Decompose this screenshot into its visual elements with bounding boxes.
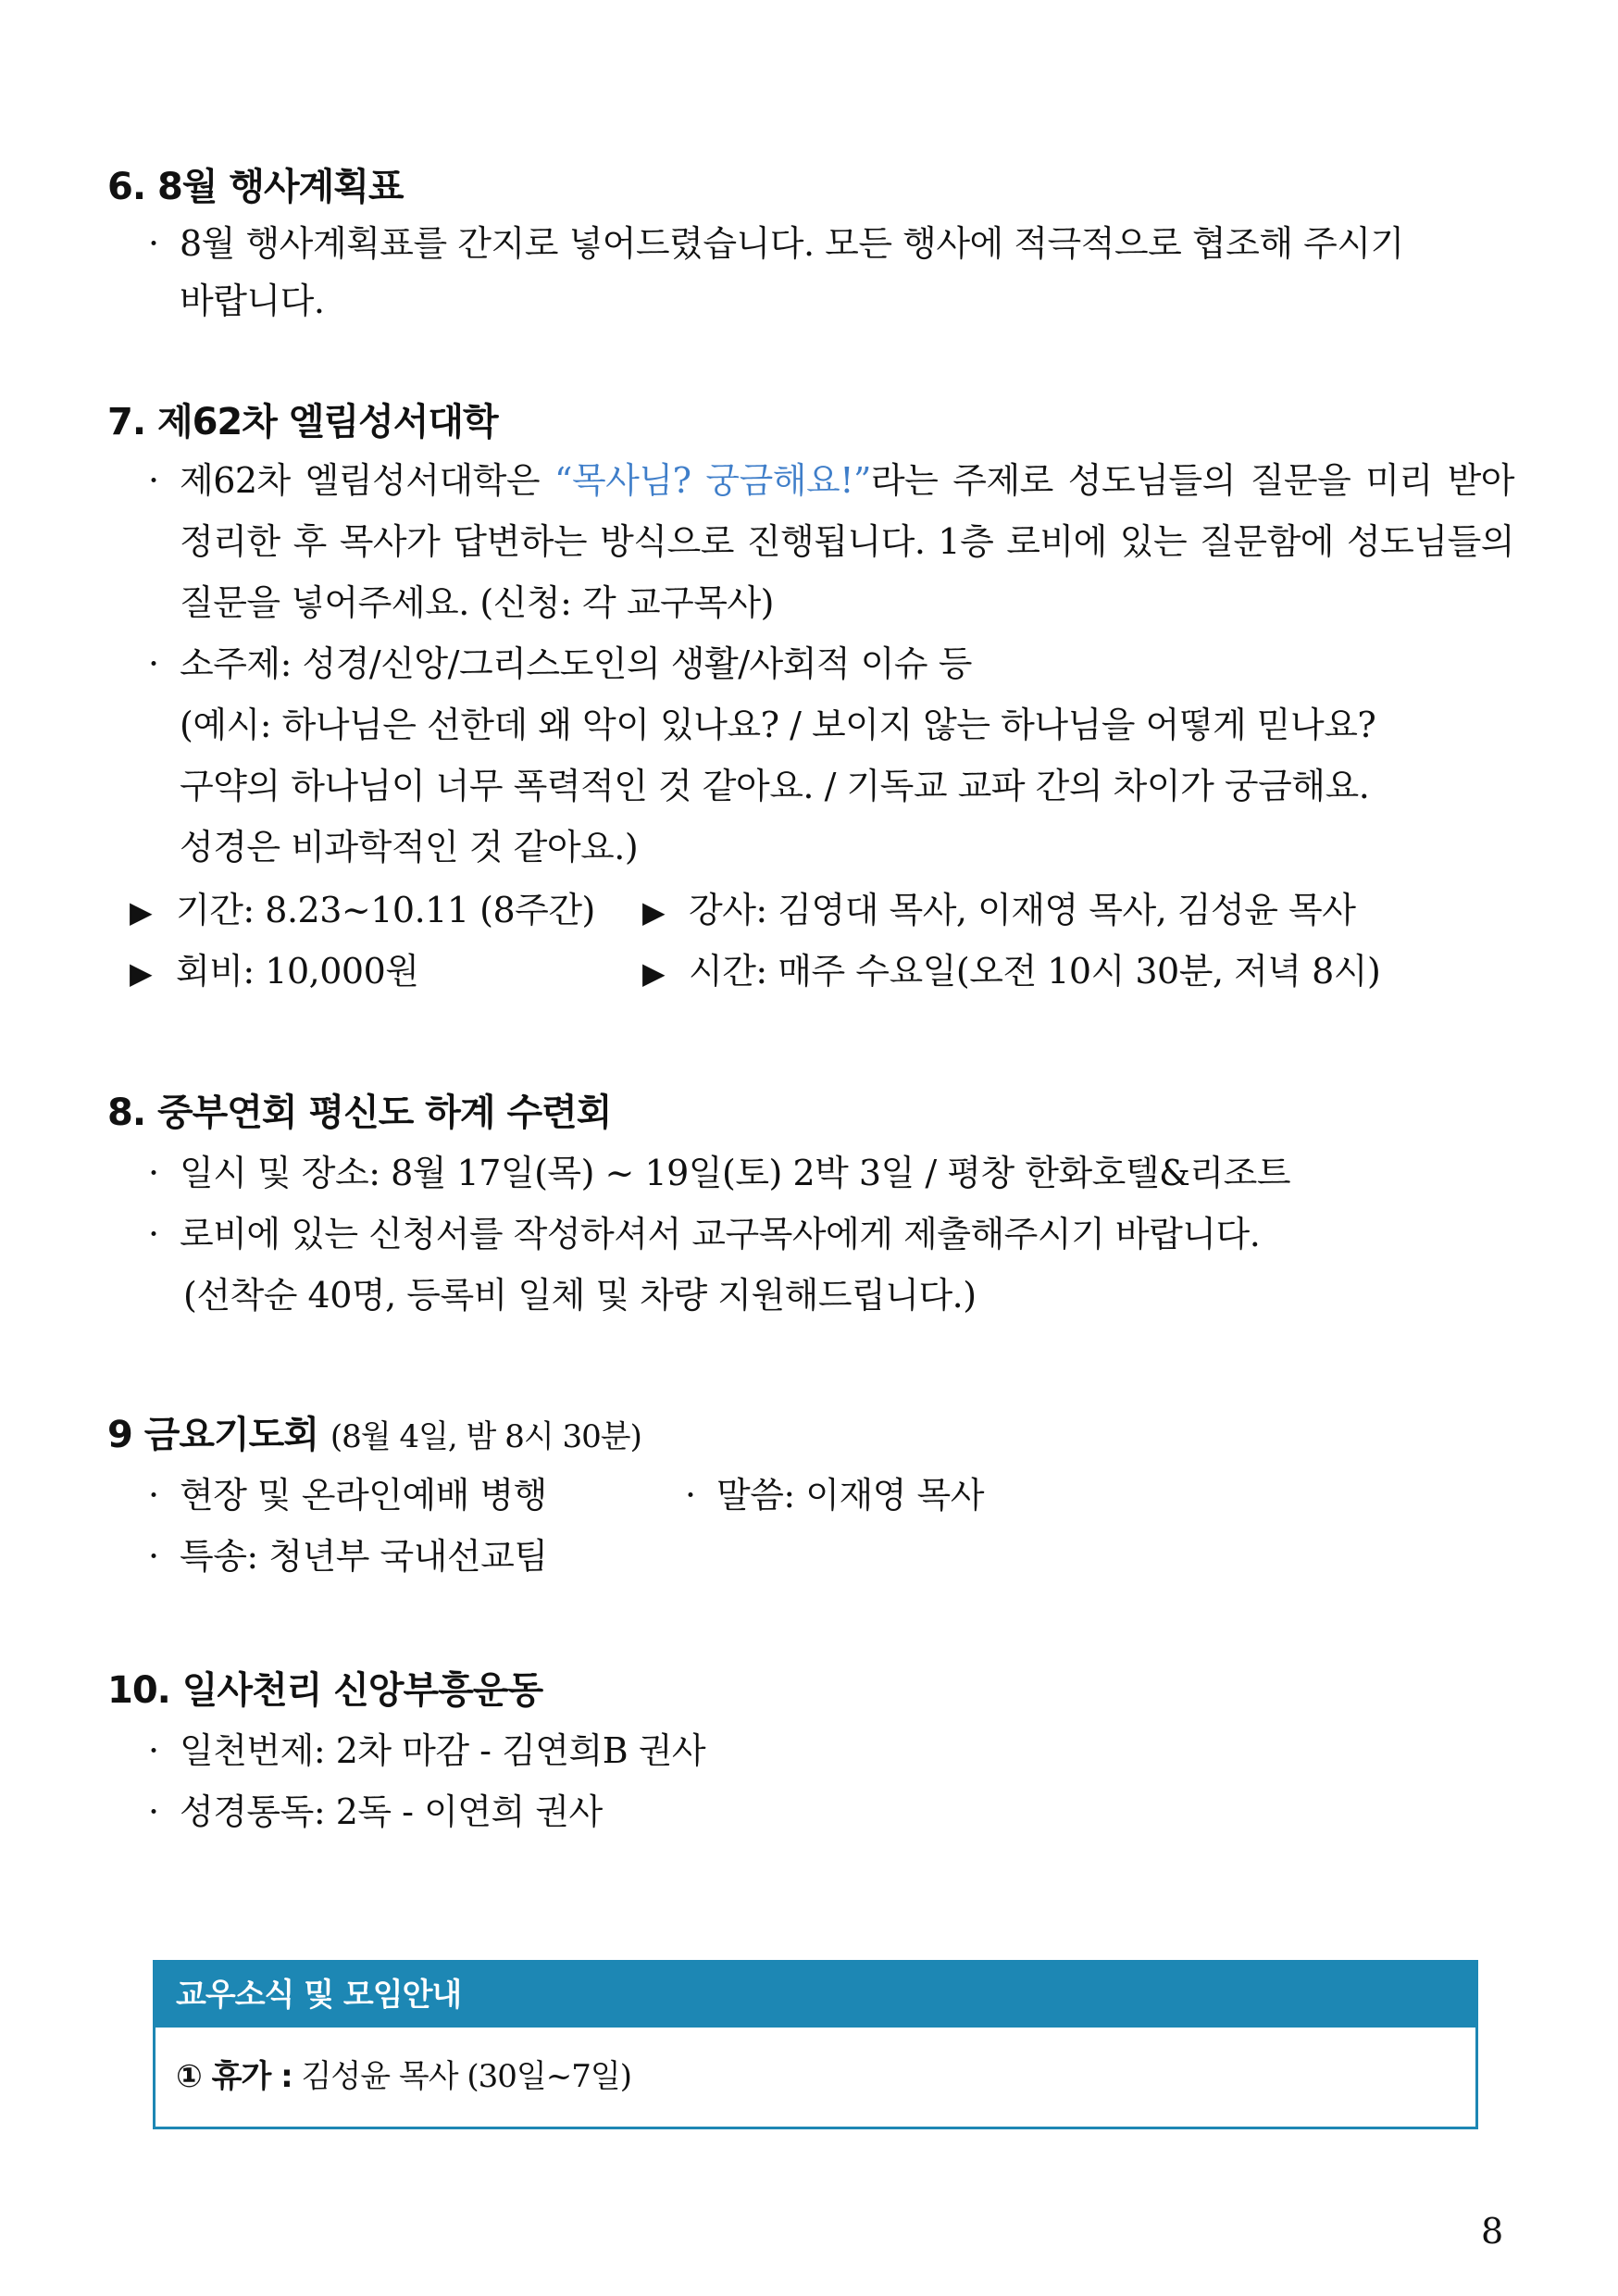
arrow-icon: ▶: [642, 894, 666, 930]
section-8-line-1: · 일시 및 장소: 8월 17일(목) ~ 19일(토) 2박 3일 / 평창 한화호텔&리조트: [148, 1153, 1291, 1193]
bullet: ·: [148, 1791, 159, 1832]
section-10-item-1: · 일천번제: 2차 마감 - 김연희B 권사: [148, 1730, 706, 1771]
section-7-title: 7. 제62차 엘림성서대학: [107, 401, 498, 443]
arrow-icon: ▶: [130, 955, 153, 991]
bullet: ·: [685, 1475, 696, 1516]
info-period: ▶ 기간: 8.23~10.11 (8주간): [130, 889, 595, 933]
section-10-item-2: · 성경통독: 2독 - 이연희 권사: [148, 1791, 603, 1832]
section-9-item-3: · 특송: 청년부 국내선교팀: [148, 1536, 548, 1577]
notice-box: [153, 1960, 1478, 2129]
notice-item-text: 김성윤 목사 (30일~7일): [292, 2058, 631, 2095]
notice-box-header: 교우소식 및 모임안내: [156, 1963, 1475, 2028]
section-9-item-2: · 말씀: 이재영 목사: [685, 1475, 984, 1516]
section-7-para-1-line-2: 정리한 후 목사가 답변하는 방식으로 진행됩니다. 1층 로비에 있는 질문함에 성도님들의: [180, 521, 1514, 562]
section-9-item-1: · 현장 및 온라인예배 병행: [148, 1475, 547, 1516]
notice-box-item: [156, 2028, 1475, 2126]
section-7-para-2-line-1: · 소주제: 성경/신앙/그리스도인의 생활/사회적 이슈 등: [148, 643, 972, 684]
section-9-subtitle: (8월 4일, 밤 8시 30분): [330, 1418, 641, 1455]
section-7-para-2-line-4: 성경은 비과학적인 것 같아요.): [180, 827, 639, 867]
section-10-title: 10. 일사천리 신앙부흥운동: [107, 1669, 543, 1712]
page-number: 8: [1481, 2211, 1504, 2252]
section-9-title: 9 금요기도회 (8월 4일, 밤 8시 30분): [107, 1414, 641, 1456]
notice-item-label: ① 휴가 :: [176, 2058, 292, 2095]
section-6-line-2: 바랍니다.: [180, 281, 325, 321]
bullet: ·: [148, 1730, 159, 1771]
info-speakers: ▶ 강사: 김영대 목사, 이재영 목사, 김성윤 목사: [642, 889, 1355, 933]
topic-highlight: “목사님? 궁금해요!”: [554, 460, 871, 501]
section-8-line-3: (선착순 40명, 등록비 일체 및 차량 지원해드립니다.): [183, 1275, 977, 1316]
section-7-para-1-line-3: 질문을 넣어주세요. (신청: 각 교구목사): [180, 582, 774, 623]
bullet: ·: [148, 223, 159, 264]
info-time: ▶ 시간: 매주 수요일(오전 10시 30분, 저녁 8시): [642, 950, 1380, 994]
bullet: ·: [148, 1214, 159, 1254]
section-7-para-2-line-3: 구약의 하나님이 너무 폭력적인 것 같아요. / 기독교 교파 간의 차이가 궁금해요.: [180, 766, 1370, 806]
section-7-para-2-line-2: (예시: 하나님은 선한데 왜 악이 있나요? / 보이지 않는 하나님을 어떻게 믿나요?: [180, 705, 1376, 745]
section-7-para-1-line-1: · 제62차 엘림성서대학은 “목사님? 궁금해요!”라는 주제로 성도님들의 질문을 미리 받아: [148, 460, 1514, 501]
section-6-title: 6. 8월 행사계획표: [107, 166, 404, 208]
bullet: ·: [148, 460, 159, 501]
info-fee: ▶ 회비: 10,000원: [130, 950, 418, 994]
bullet: ·: [148, 1536, 159, 1577]
bullet: ·: [148, 1153, 159, 1193]
arrow-icon: ▶: [642, 955, 666, 991]
bullet: ·: [148, 643, 159, 684]
section-6-line-1: · 8월 행사계획표를 간지로 넣어드렸습니다. 모든 행사에 적극적으로 협조해 주시기: [148, 223, 1404, 264]
arrow-icon: ▶: [130, 894, 153, 930]
section-8-line-2: · 로비에 있는 신청서를 작성하셔서 교구목사에게 제출해주시기 바랍니다.: [148, 1214, 1261, 1254]
bullet: ·: [148, 1475, 159, 1516]
section-8-title: 8. 중부연회 평신도 하계 수련회: [107, 1092, 612, 1134]
